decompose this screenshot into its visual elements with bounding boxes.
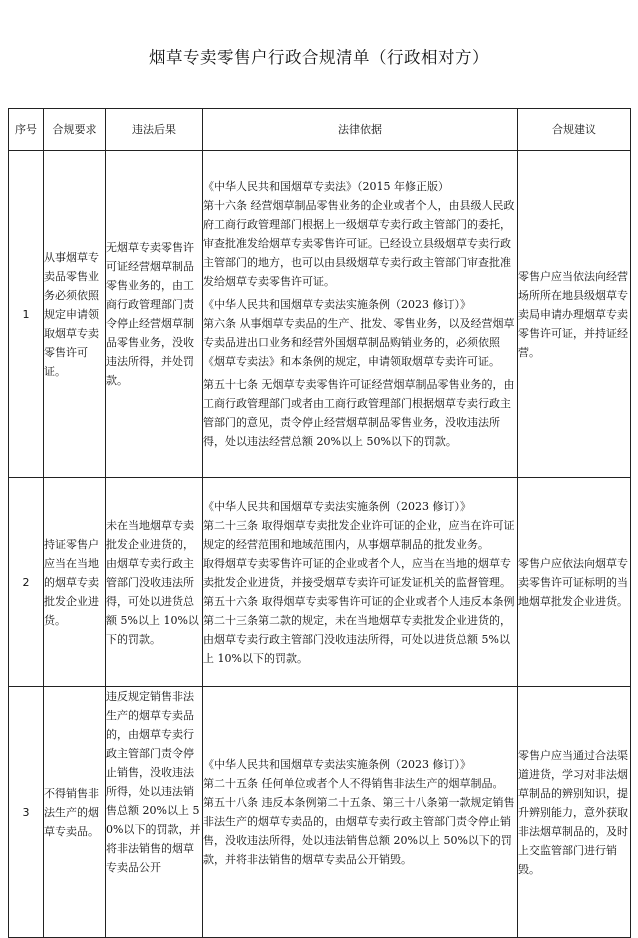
basis-paragraph: 《中华人民共和国烟草专卖法实施条例（2023 修订）》 — [203, 758, 471, 771]
basis-paragraph: 取得烟草专卖零售许可证的企业或者个人，应当在当地的烟草专卖批发企业进货，并接受烟草专卖许可证发证机关的监督管理。 — [203, 556, 511, 589]
row-consequence: 未在当地烟草专卖批发企业进货的，由烟草专卖行政主管部门没收违法所得，可处以进货总额 5%以上 10%以下的罚款。 — [106, 478, 203, 687]
row-requirement: 从事烟草专卖品零售业务必须依照规定申请领取烟草专卖零售许可证。 — [44, 151, 106, 478]
page-title: 烟草专卖零售户行政合规清单（行政相对方） — [149, 48, 489, 67]
row-requirement: 不得销售非法生产的烟草专卖品。 — [44, 687, 106, 938]
basis-paragraph: 第五十七条 无烟草专卖零售许可证经营烟草制品零售业务的，由工商行政管理部门或者由工商行政管理部门根据烟草专卖行政主管部门的意见，责令停止经营烟草制品零售业务，没收违法所得，处以违法经营总额 20%以上 50%以下的罚款。 — [203, 378, 515, 448]
row-seq: 2 — [9, 478, 44, 687]
basis-paragraph: 第二十五条 任何单位或者个人不得销售非法生产的烟草制品。 — [203, 777, 504, 790]
row-consequence-text: 违反规定销售非法生产的烟草专卖品的，由烟草专卖行政主管部门责令停止销售，没收违法所得，处以违法销售总额 20%以上 50%以下的罚款，并将非法销售的烟草专卖品公开 — [106, 690, 201, 874]
row-seq: 1 — [9, 151, 44, 478]
header-consequence: 违法后果 — [106, 109, 203, 151]
row-consequence — [106, 687, 203, 938]
basis-paragraph: 第五十六条 取得烟草专卖零售许可证的企业或者个人违反本条例第二十三条第二款的规定，未在当地烟草专卖批发企业进货的，由烟草专卖行政主管部门没收违法所得，可处以进货总额 5%以上 10%以下的罚款。 — [203, 594, 515, 665]
header-advice: 合规建议 — [518, 109, 631, 151]
table-row — [9, 478, 631, 687]
basis-paragraph: 《中华人民共和国烟草专卖法》（2015 年修正版） — [203, 180, 449, 193]
row-consequence: 无烟草专卖零售许可证经营烟草制品零售业务的，由工商行政管理部门责令停止经营烟草制品零售业务，没收违法所得，并处罚款。 — [106, 151, 203, 478]
row-advice: 零售户应当依法向经营场所所在地县级烟草专卖局申请办理烟草专卖零售许可证，并持证经营。 — [518, 151, 631, 478]
basis-paragraph: 《中华人民共和国烟草专卖法实施条例（2023 修订）》 — [203, 298, 471, 311]
row-advice: 零售户应依法向烟草专卖零售许可证标明的当地烟草批发企业进货。 — [518, 478, 631, 687]
table-header-row — [9, 109, 631, 151]
header-basis: 法律依据 — [203, 109, 518, 151]
row-basis — [203, 151, 518, 478]
table-row — [9, 687, 631, 938]
compliance-table — [8, 108, 631, 938]
basis-paragraph: 第十六条 经营烟草制品零售业务的企业或者个人，由县级人民政府工商行政管理部门根据上一级烟草专卖行政主管部门的委托，审查批准发给烟草专卖零售许可证。已经设立县级烟草专卖行政主管部门的地方，也可以由县级烟草专卖行政主管部门审查批准发给烟草专卖零售许可证。 — [203, 199, 515, 288]
row-basis — [203, 687, 518, 938]
header-requirement: 合规要求 — [44, 109, 106, 151]
table-row — [9, 151, 631, 478]
row-seq: 3 — [9, 687, 44, 938]
basis-paragraph: 第五十八条 违反本条例第二十五条、第三十八条第一款规定销售非法生产的烟草专卖品的，由烟草专卖行政主管部门责令停止销售，没收违法所得，处以违法销售总额 20%以上 50%以下的罚款，并将非法销售的烟草专卖品公开销毁。 — [203, 796, 515, 866]
basis-paragraph: 第六条 从事烟草专卖品的生产、批发、零售业务，以及经营烟草专卖品进出口业务和经营外国烟草制品购销业务的，必须依照《烟草专卖法》和本条例的规定，申请领取烟草专卖许可证。 — [203, 317, 515, 368]
row-advice: 零售户应当通过合法渠道进货，学习对非法烟草制品的辨别知识，提升辨别能力，意外获取非法烟草制品的，及时上交监管部门进行销毁。 — [518, 687, 631, 938]
basis-paragraph: 第二十三条 取得烟草专卖批发企业许可证的企业，应当在许可证规定的经营范围和地域范围内，从事烟草制品的批发业务。 — [203, 518, 515, 551]
header-seq: 序号 — [9, 109, 44, 151]
basis-paragraph: 《中华人民共和国烟草专卖法实施条例（2023 修订）》 — [203, 499, 471, 513]
row-basis — [203, 478, 518, 687]
row-requirement: 持证零售户应当在当地的烟草专卖批发企业进货。 — [44, 478, 106, 687]
